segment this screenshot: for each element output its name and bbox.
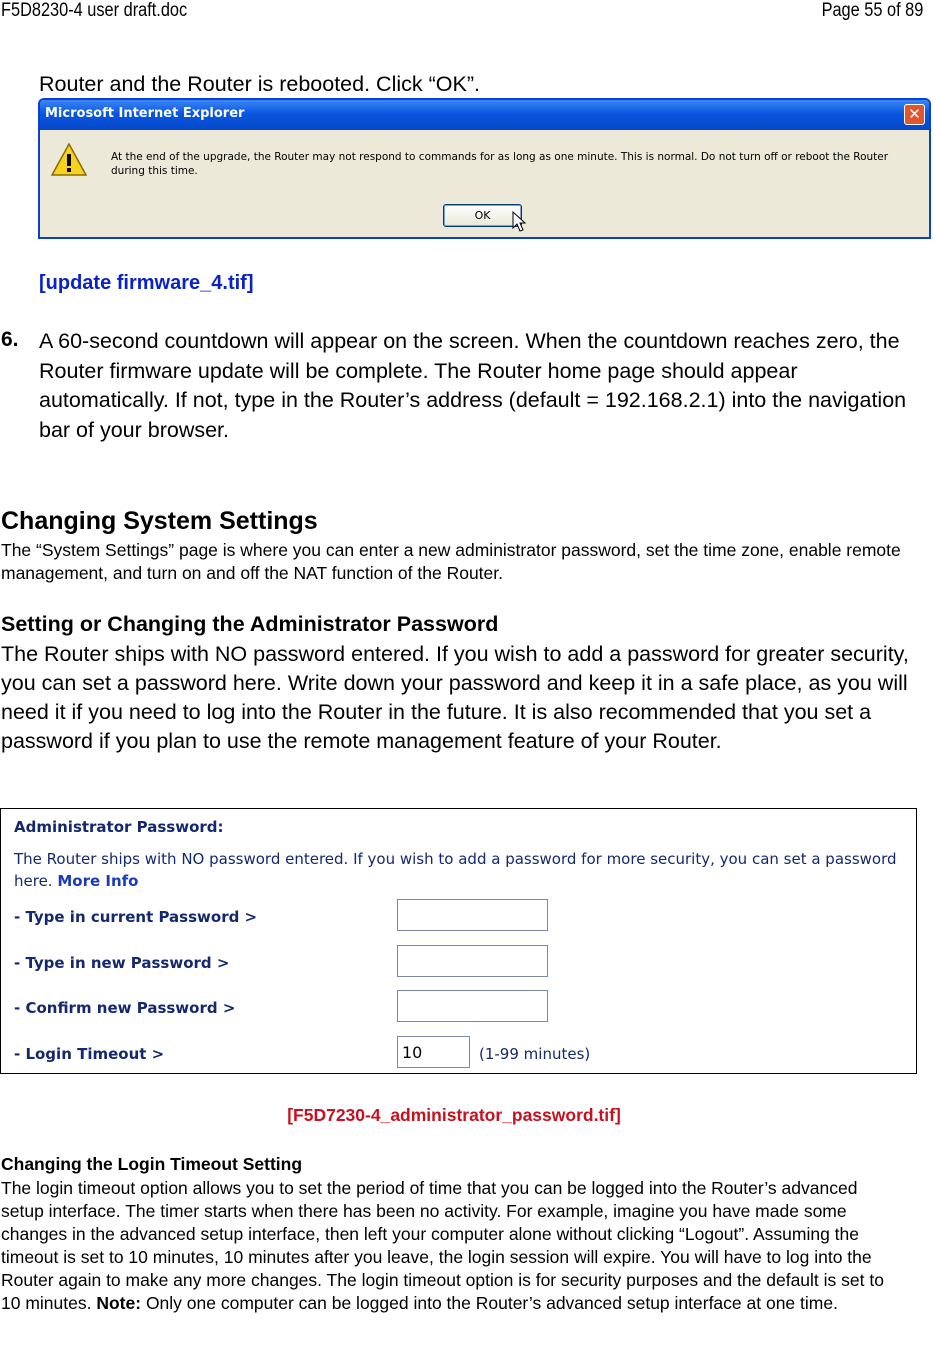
warning-icon <box>50 141 88 179</box>
ie-alert-dialog <box>38 98 931 239</box>
note-label: Note: <box>96 1293 142 1313</box>
dialog-titlebar[interactable] <box>40 100 929 130</box>
ok-button[interactable]: OK <box>443 204 522 227</box>
timeout-heading: Changing the Login Timeout Setting <box>1 1154 303 1174</box>
login-timeout-input[interactable] <box>397 1036 470 1068</box>
step-number: 6. <box>1 328 19 351</box>
new-password-input[interactable] <box>397 945 548 977</box>
step-text: A 60-second countdown will appear on the screen. When the countdown reaches zero, the Router firmware update will be complete. The Router home page should appear automatically. If not, type in the Router’s address (default = 192.168.2.1) into the navigation bar of your browser. <box>39 329 907 442</box>
intro-text: Router and the Router is rebooted. Click “OK”. <box>39 72 480 96</box>
note-text: Only one computer can be logged into the Router’s advanced setup interface at one time. <box>145 1293 838 1313</box>
figure-caption-firmware: [update firmware_4.tif] <box>39 272 254 294</box>
admin-password-panel <box>0 808 917 1074</box>
more-info-link[interactable]: More Info <box>57 872 139 890</box>
figure-caption-admin: [F5D7230-4_administrator_password.tif] <box>287 1105 621 1125</box>
subsection-heading: Setting or Changing the Administrator Password <box>1 612 499 636</box>
dialog-title: Microsoft Internet Explorer <box>45 106 245 121</box>
confirm-password-label: - Confirm new Password > <box>14 999 236 1017</box>
current-password-label: - Type in current Password > <box>14 908 258 926</box>
section-heading: Changing System Settings <box>1 507 318 535</box>
confirm-password-input[interactable] <box>397 990 548 1022</box>
header-filename: F5D8230-4 user draft.doc <box>1 0 188 21</box>
login-timeout-label: - Login Timeout > <box>14 1045 165 1063</box>
password-paragraph: The Router ships with NO password entered. If you wish to add a password for greater security, you can set a password here. Write down your password and keep it in a safe place, as you will need it if you need to log into the Router in the future. It is also recommended that you set a password if you plan to use the remote management feature of your Router. <box>1 642 909 753</box>
section-description: The “System Settings” page is where you can enter a new administrator password, set the time zone, enable remote management, and turn on and off the NAT function of the Router. <box>1 540 901 583</box>
timeout-paragraph-text: The login timeout option allows you to set the period of time that you can be logged into the Router’s advanced setup interface. The timer starts when there has been no activity. For example, imagine you have made some changes in the advanced setup interface, then left your computer alone without clicking “Logout”. Assuming the timeout is set to 10 minutes, 10 minutes after you leave, the login session will expire. You will have to log into the Router again to make any more changes. The login timeout option is for security purposes and the default is set to 10 minutes. <box>1 1178 884 1313</box>
new-password-label: - Type in new Password > <box>14 954 230 972</box>
panel-description-text: The Router ships with NO password entered. If you wish to add a password for more security, you can set a password here. <box>14 850 897 890</box>
close-icon[interactable]: ✕ <box>904 104 925 125</box>
timeout-hint: (1-99 minutes) <box>479 1045 591 1063</box>
dialog-message: At the end of the upgrade, the Router may not respond to commands for as long as one minute. This is normal. Do not turn off or reboot the Router during this time. <box>111 151 889 177</box>
panel-title: Administrator Password: <box>14 818 224 836</box>
header-page-number: Page 55 of 89 <box>821 0 923 21</box>
timeout-paragraph <box>1 1177 901 1315</box>
panel-description <box>14 848 904 892</box>
mouse-pointer-icon <box>512 211 528 233</box>
current-password-input[interactable] <box>397 899 548 931</box>
